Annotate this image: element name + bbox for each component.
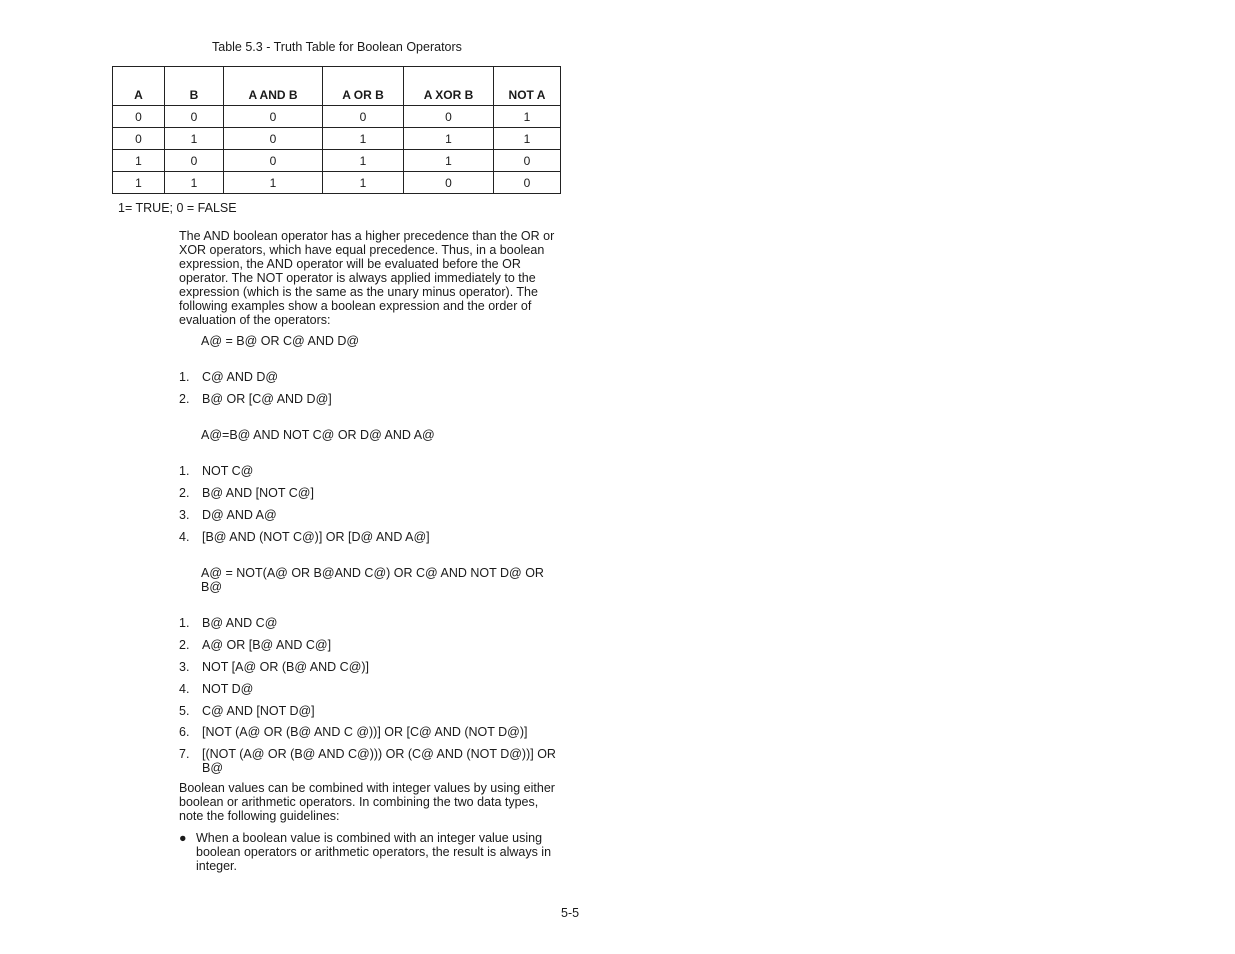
table-cell: 1 [323, 172, 404, 194]
table-row [113, 106, 561, 128]
table-cell: 0 [494, 150, 561, 172]
list-item-text: B@ OR [C@ AND D@] [202, 392, 332, 406]
table-cell: 1 [404, 128, 494, 150]
column-header-a-or-b: A OR B [323, 67, 404, 106]
table-cell: 0 [224, 150, 323, 172]
intro-paragraph: The AND boolean operator has a higher precedence than the OR or XOR operators, which have equal precedence. Thus, in a boolean expression, the AND operator will be evaluated before the OR operator. The NOT operator is always applied immediately to the expression (which is the same as the unary minus operator). The following examples show a boolean expression and the order of evaluation of the operators: [179, 229, 555, 327]
list-item-number: 1. [179, 464, 190, 478]
table-header-row [113, 67, 561, 106]
list-item-text: NOT D@ [202, 682, 254, 696]
bullet-text: When a boolean value is combined with an integer value using boolean operators or arithmetic operators, the result is always in integer. [196, 831, 552, 873]
table-cell: 1 [494, 106, 561, 128]
table-cell: 1 [113, 150, 165, 172]
list-item-text: A@ OR [B@ AND C@] [202, 638, 332, 652]
table-cell: 1 [404, 150, 494, 172]
table-cell: 1 [224, 172, 323, 194]
truth-table [112, 66, 561, 194]
table-cell: 1 [165, 128, 224, 150]
list-item-text: NOT [A@ OR (B@ AND C@)] [202, 660, 370, 674]
table-row [113, 128, 561, 150]
table-cell: 0 [165, 106, 224, 128]
list-item-text: [B@ AND (NOT C@)] OR [D@ AND A@] [202, 530, 430, 544]
example-expression: A@ = B@ OR C@ AND D@ [201, 334, 360, 348]
list-item-number: 5. [179, 704, 190, 718]
table-cell: 0 [404, 106, 494, 128]
column-header-not-a: NOT A [494, 67, 561, 106]
table-cell: 1 [494, 128, 561, 150]
table-cell: 0 [113, 106, 165, 128]
table-cell: 1 [323, 150, 404, 172]
table-legend: 1= TRUE; 0 = FALSE [118, 201, 237, 215]
table-row [113, 172, 561, 194]
table-cell: 0 [224, 106, 323, 128]
example-expression: A@ = NOT(A@ OR B@AND C@) OR C@ AND NOT D@ OR B@ [201, 566, 544, 594]
table-cell: 0 [224, 128, 323, 150]
list-item-number: 2. [179, 392, 190, 406]
list-item-number: 3. [179, 660, 190, 674]
example-expression: A@=B@ AND NOT C@ OR D@ AND A@ [201, 428, 435, 442]
list-item-text: [(NOT (A@ OR (B@ AND C@))) OR (C@ AND (NOT D@))] OR B@ [202, 747, 556, 775]
column-header-a: A [113, 67, 165, 106]
bullet-icon: ● [179, 831, 187, 845]
combining-paragraph: Boolean values can be combined with integer values by using either boolean or arithmetic operators. In combining the two data types, note the following guidelines: [179, 781, 555, 823]
list-item-text: D@ AND A@ [202, 508, 277, 522]
page-number: 5-5 [561, 906, 580, 920]
list-item-text: [NOT (A@ OR (B@ AND C @))] OR [C@ AND (NOT D@)] [202, 725, 528, 739]
list-item-number: 1. [179, 370, 190, 384]
list-item-number: 2. [179, 486, 190, 500]
list-item-number: 2. [179, 638, 190, 652]
list-item-text: C@ AND D@ [202, 370, 279, 384]
list-item-number: 7. [179, 747, 190, 761]
list-item-text: B@ AND [NOT C@] [202, 486, 314, 500]
column-header-a-and-b: A AND B [224, 67, 323, 106]
table-cell: 0 [323, 106, 404, 128]
column-header-a-xor-b: A XOR B [404, 67, 494, 106]
table-cell: 0 [494, 172, 561, 194]
list-item-text: B@ AND C@ [202, 616, 278, 630]
table-cell: 0 [113, 128, 165, 150]
table-cell: 1 [165, 172, 224, 194]
list-item-number: 3. [179, 508, 190, 522]
table-cell: 1 [113, 172, 165, 194]
list-item-number: 4. [179, 530, 190, 544]
table-caption: Table 5.3 - Truth Table for Boolean Operators [212, 40, 462, 54]
list-item-number: 1. [179, 616, 190, 630]
column-header-b: B [165, 67, 224, 106]
table-cell: 0 [404, 172, 494, 194]
list-item-text: C@ AND [NOT D@] [202, 704, 315, 718]
list-item-number: 4. [179, 682, 190, 696]
list-item-text: NOT C@ [202, 464, 254, 478]
table-cell: 0 [165, 150, 224, 172]
list-item-number: 6. [179, 725, 190, 739]
table-cell: 1 [323, 128, 404, 150]
table-row [113, 150, 561, 172]
